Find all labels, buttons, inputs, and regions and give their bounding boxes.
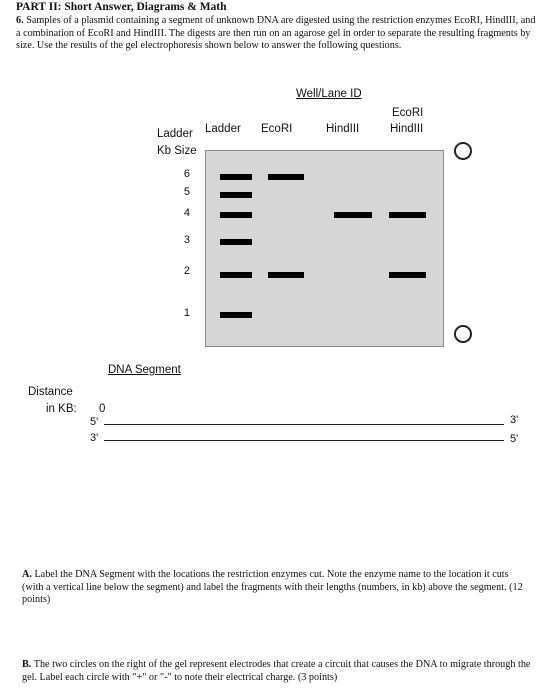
- ecori-band-6kb: [268, 174, 304, 180]
- electrode-circle-bottom[interactable]: [454, 325, 472, 343]
- ladder-band-3kb: [220, 239, 252, 245]
- lane-label-ladder: Ladder: [205, 123, 241, 135]
- dna-strand-top: [104, 424, 504, 425]
- lane-label-combo-1: EcoRI: [392, 107, 424, 119]
- ladder-band-5kb: [220, 192, 252, 198]
- ladder-kb-label-2: Kb Size: [157, 145, 197, 157]
- ladder-band-4kb: [220, 212, 252, 218]
- lane-label-combo-2: HindIII: [390, 123, 424, 135]
- question-6-text: [16, 15, 536, 53]
- strand-top-5prime: 5': [90, 416, 99, 428]
- kb-size-4: 4: [183, 207, 190, 219]
- well-lane-title: Well/Lane ID: [296, 88, 362, 100]
- question-b-label: B.: [22, 659, 32, 670]
- distance-zero: 0: [99, 403, 106, 415]
- question-b: [22, 659, 532, 684]
- strand-top-3prime: 3': [510, 414, 519, 426]
- distance-label-2: in KB:: [46, 403, 77, 415]
- question-number: 6.: [16, 15, 24, 26]
- ladder-band-1kb: [220, 312, 252, 318]
- ladder-band-6kb: [220, 174, 252, 180]
- combo-band-2kb: [389, 272, 426, 278]
- question-a-text: Label the DNA Segment with the locations the restriction enzymes cut. Note the enzyme name to the location it cuts (with a vertical line below the segment) and label the fragments with their lengths (numbers, in kb) above the segment. (12 points): [22, 569, 523, 606]
- ladder-kb-label-1: Ladder: [157, 128, 193, 140]
- lane-label-hindiii: HindIII: [326, 123, 360, 135]
- dna-strand-bottom: [104, 440, 504, 441]
- kb-size-5: 5: [183, 186, 190, 198]
- question-a-label: A.: [22, 569, 32, 580]
- kb-size-1: 1: [183, 307, 190, 319]
- question-b-text: The two circles on the right of the gel represent electrodes that create a circuit that causes the DNA to migrate through the gel. Label each circle with "+" or "-" to note their electrical charge. (3 points): [22, 659, 531, 683]
- part-title: PART II: Short Answer, Diagrams & Math: [16, 1, 227, 13]
- combo-band-4kb: [389, 212, 426, 218]
- kb-size-2: 2: [183, 265, 190, 277]
- kb-size-3: 3: [183, 234, 190, 246]
- electrode-circle-top[interactable]: [454, 142, 472, 160]
- kb-size-6: 6: [183, 168, 190, 180]
- agarose-gel: [205, 150, 444, 347]
- dna-segment-title: DNA Segment: [108, 364, 181, 376]
- question-body: Samples of a plasmid containing a segment of unknown DNA are digested using the restriction enzymes EcoRI, HindIII, and a combination of EcoRI and HindIII. The digests are then run on an agarose gel in order to separate the resulting fragments by size. Use the results of the gel electrophoresis shown below to answer the following questions.: [16, 15, 536, 52]
- ecori-band-2kb: [268, 272, 304, 278]
- question-a: [22, 569, 532, 607]
- strand-bottom-3prime: 3': [90, 432, 99, 444]
- distance-label-1: Distance: [28, 386, 73, 398]
- lane-label-ecori: EcoRI: [261, 123, 293, 135]
- strand-bottom-5prime: 5': [510, 433, 519, 445]
- ladder-band-2kb: [220, 272, 252, 278]
- hindiii-band-4kb: [334, 212, 372, 218]
